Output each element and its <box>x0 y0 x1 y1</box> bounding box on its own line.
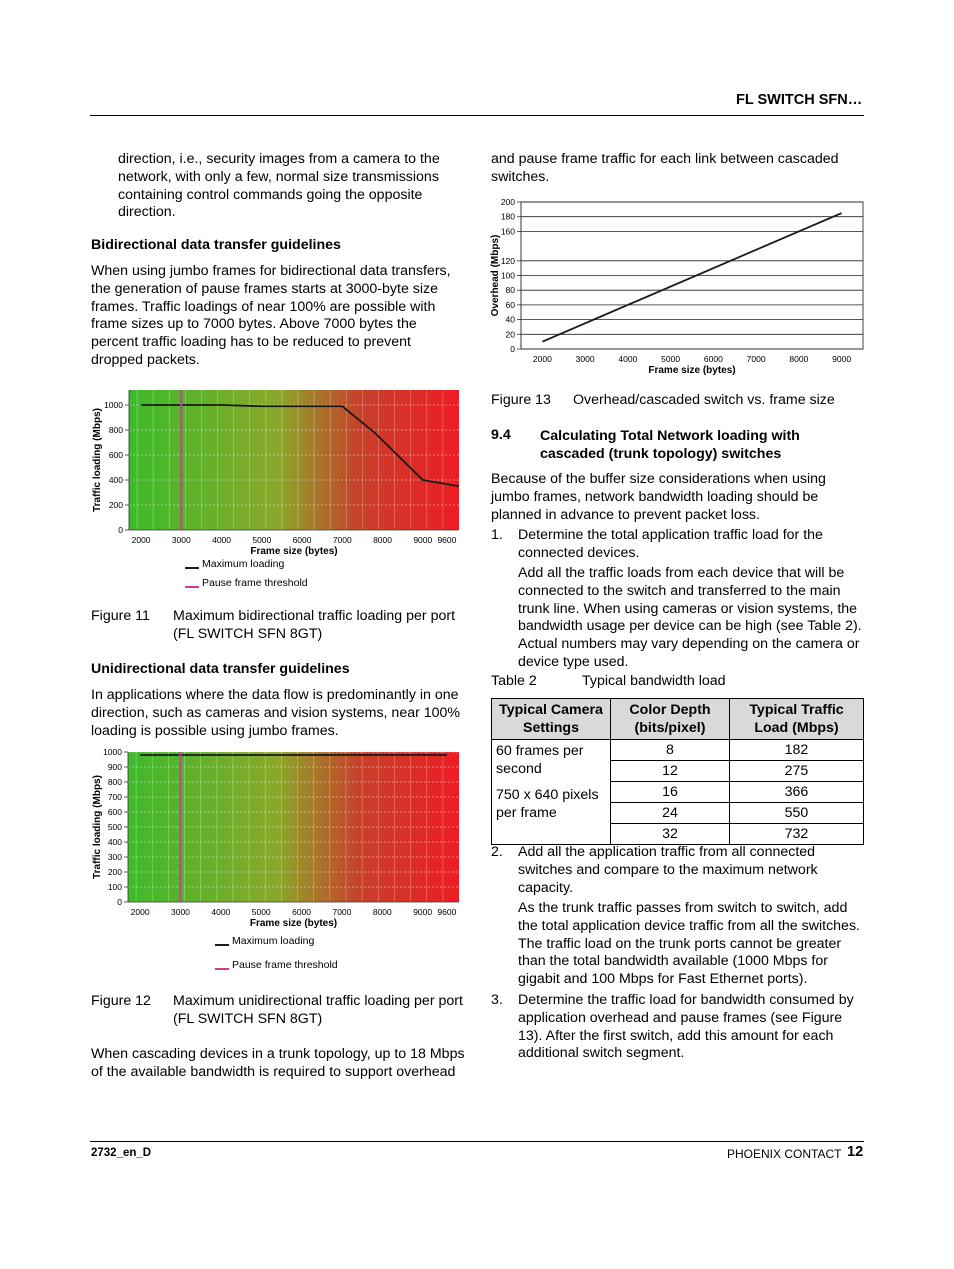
y-tick-label: 0 <box>118 525 123 535</box>
y-tick-label: 200 <box>500 197 515 207</box>
x-axis-title: Frame size (bytes) <box>250 546 338 557</box>
figure-11-caption <box>91 608 471 648</box>
document-id: 2732_en_D <box>91 1147 152 1159</box>
x-tick-label: 6000 <box>703 354 723 364</box>
y-tick-label: 180 <box>500 211 515 222</box>
legend-label: Pause frame threshold <box>202 577 308 589</box>
x-tick-label: 8000 <box>373 535 392 545</box>
section-number: 9.4 <box>491 427 511 443</box>
bidirectional-paragraph: When using jumbo frames for bidirectional data transfers, the generation of pause frames starts at 3000-byte size frames. Traffic loadings of near 100% are possible with frame sizes up to 7000 bytes. Above 7000 bytes the percent traffic loading has to be reduced to prevent dropped packets. <box>91 263 451 368</box>
company-name: PHOENIX CONTACT <box>727 1147 842 1161</box>
x-tick-label: 7000 <box>746 354 766 364</box>
x-tick-label: 5000 <box>252 535 272 545</box>
x-tick-label: 8000 <box>789 354 809 364</box>
x-tick-label: 6000 <box>292 535 312 545</box>
x-tick-label: 5000 <box>661 354 681 364</box>
list-number: 2. <box>491 844 503 860</box>
figure-13-caption <box>491 392 871 412</box>
x-tick-label: 4000 <box>211 907 231 917</box>
y-tick-label: 800 <box>108 425 123 435</box>
column-header: Color Depth (bits/pixel) <box>611 699 730 740</box>
section-title: Calculating Total Network loading with cascaded (trunk topology) switches <box>540 428 800 462</box>
column-header: Typical Camera Settings <box>492 699 611 740</box>
y-tick-label: 0 <box>117 897 122 907</box>
x-axis-title: Frame size (bytes) <box>648 365 736 376</box>
settings-resolution: 750 x 640 pixels per frame <box>496 787 599 821</box>
x-tick-label: 9000 <box>832 354 852 364</box>
list-item-3 <box>491 992 863 1064</box>
legend-label: Maximum loading <box>202 558 285 570</box>
intro-paragraph: direction, i.e., security images from a camera to the network, with only a few, normal size transmissions containing control commands going the opposite direction. <box>118 151 440 221</box>
figure-11-text: Maximum bidirectional traffic loading per port (FL SWITCH SFN 8GT) <box>173 608 456 642</box>
x-tick-label: 9000 <box>413 535 433 545</box>
list-number: 3. <box>491 992 503 1008</box>
y-tick-label: 120 <box>500 255 515 266</box>
x-axis-title: Frame size (bytes) <box>249 918 338 929</box>
figure-13-text: Overhead/cascaded switch vs. frame size <box>573 392 835 408</box>
y-tick-label: 100 <box>107 882 122 892</box>
x-tick-label: 3000 <box>171 907 190 917</box>
y-tick-label: 200 <box>108 500 123 510</box>
heading-unidirectional: Unidirectional data transfer guidelines <box>91 661 350 677</box>
y-tick-label: 200 <box>107 867 122 877</box>
running-header: FL SWITCH SFN… <box>736 92 863 108</box>
header-rule <box>90 115 864 116</box>
heading-bidirectional: Bidirectional data transfer guidelines <box>91 237 341 253</box>
y-axis-title: Overhead (Mbps) <box>490 234 501 317</box>
chart-bidirectional <box>90 385 470 595</box>
bandwidth-table <box>491 698 864 845</box>
y-tick-label: 1000 <box>103 747 122 757</box>
x-tick-label: 8000 <box>372 907 392 917</box>
table-cell: 732 <box>730 824 864 845</box>
y-tick-label: 0 <box>510 344 515 354</box>
list-text: Determine the traffic load for bandwidth consumed by application overhead and pause frames (see Figure 13). After the first switch, add this amount for each additional switch segment. <box>518 992 854 1062</box>
table-2-title: Typical bandwidth load <box>582 673 726 689</box>
y-tick-label: 900 <box>107 762 122 772</box>
buffer-paragraph: Because of the buffer size considerations when using jumbo frames, network bandwidth loading should be planned in advance to prevent packet loss. <box>491 471 826 523</box>
y-tick-label: 400 <box>108 475 123 485</box>
table-cell: 12 <box>611 761 730 782</box>
y-tick-label: 300 <box>107 852 122 862</box>
x-tick-label: 7000 <box>332 535 352 545</box>
y-tick-label: 600 <box>108 450 123 460</box>
table-cell: 16 <box>611 782 730 803</box>
list-item-1 <box>491 527 863 563</box>
y-axis-title: Traffic loading (Mbps) <box>92 408 103 512</box>
chart-bidirectional-svg <box>90 385 470 595</box>
y-tick-label: 600 <box>107 807 122 817</box>
settings-fps: 60 frames per second <box>496 743 584 777</box>
list-text: Determine the total application traffic load for the connected devices. <box>518 527 823 561</box>
x-tick-label: 7000 <box>332 907 352 917</box>
y-tick-label: 20 <box>505 329 515 340</box>
x-tick-label: 9600 <box>437 907 457 917</box>
list-item-2-detail: As the trunk traffic passes from switch to switch, add the total application device traffic from all the switches. The traffic load on the trunk ports cannot be greater than the total bandwidth available (1000 Mbps for gigabit and 100 Mbps for Fast Ethernet ports). <box>518 900 860 988</box>
chart-unidirectional <box>90 742 470 982</box>
x-tick-label: 6000 <box>292 907 312 917</box>
figure-11-number: Figure 11 <box>91 608 150 624</box>
continued-paragraph: and pause frame traffic for each link between cascaded switches. <box>491 151 839 185</box>
figure-12-number: Figure 12 <box>91 993 151 1009</box>
table-cell: 8 <box>611 740 730 761</box>
y-tick-label: 700 <box>107 792 122 802</box>
table-row <box>492 740 864 761</box>
list-text: Add all the application traffic from all connected switches and compare to the maximum network capacity. <box>518 844 818 896</box>
y-tick-label: 40 <box>505 314 515 325</box>
camera-settings-cell <box>492 740 611 845</box>
chart-unidirectional-svg <box>90 742 470 982</box>
unidirectional-paragraph: In applications where the data flow is predominantly in one direction, such as cameras and vision systems, near 100% loading is possible using jumbo frames. <box>91 687 461 739</box>
figure-13-number: Figure 13 <box>491 392 551 408</box>
x-tick-label: 9000 <box>413 907 433 917</box>
y-tick-label: 800 <box>107 777 122 787</box>
x-tick-label: 2000 <box>131 535 151 545</box>
plot-background <box>129 390 459 530</box>
x-tick-label: 2000 <box>130 907 150 917</box>
x-tick-label: 3000 <box>575 354 595 364</box>
table-header-row <box>492 699 864 740</box>
y-tick-label: 100 <box>500 270 515 281</box>
x-tick-label: 2000 <box>532 354 552 364</box>
list-item-1-detail: Add all the traffic loads from each device that will be connected to the switch and transferred to the main trunk line. When using cameras or vision systems, the bandwidth usage per device can be high (see Table 2). Actual numbers may vary depending on the camera or device type used. <box>518 565 862 670</box>
figure-12-text: Maximum unidirectional traffic loading per port (FL SWITCH SFN 8GT) <box>173 993 463 1027</box>
table-cell: 24 <box>611 803 730 824</box>
y-tick-label: 160 <box>500 226 515 237</box>
section-9-4-heading <box>491 427 863 467</box>
x-tick-label: 3000 <box>171 535 191 545</box>
legend-label: Maximum loading <box>232 935 315 947</box>
footer-rule <box>90 1141 864 1142</box>
table-cell: 32 <box>611 824 730 845</box>
y-tick-label: 1000 <box>104 400 123 410</box>
y-axis-title: Traffic loading (Mbps) <box>92 775 103 879</box>
table-cell: 366 <box>730 782 864 803</box>
x-tick-label: 5000 <box>251 907 271 917</box>
table-cell: 275 <box>730 761 864 782</box>
table-cell: 550 <box>730 803 864 824</box>
y-tick-label: 400 <box>107 837 122 847</box>
table-2-number: Table 2 <box>491 673 537 689</box>
y-tick-label: 80 <box>505 285 515 296</box>
cascading-paragraph: When cascading devices in a trunk topology, up to 18 Mbps of the available bandwidth is required to support overhead <box>91 1046 465 1080</box>
table-cell: 182 <box>730 740 864 761</box>
x-tick-label: 9600 <box>437 535 457 545</box>
chart-overhead <box>488 192 868 382</box>
page-number: 12 <box>847 1144 864 1160</box>
legend-label: Pause frame threshold <box>232 959 338 971</box>
list-item-2 <box>491 844 863 898</box>
x-tick-label: 4000 <box>212 535 232 545</box>
table-2-caption <box>491 673 863 693</box>
figure-12-caption <box>91 993 471 1033</box>
chart-overhead-svg <box>488 192 868 382</box>
y-tick-label: 500 <box>107 822 122 832</box>
x-tick-label: 4000 <box>618 354 638 364</box>
y-tick-label: 60 <box>505 299 515 310</box>
list-number: 1. <box>491 527 503 543</box>
column-header: Typical Traffic Load (Mbps) <box>730 699 864 740</box>
